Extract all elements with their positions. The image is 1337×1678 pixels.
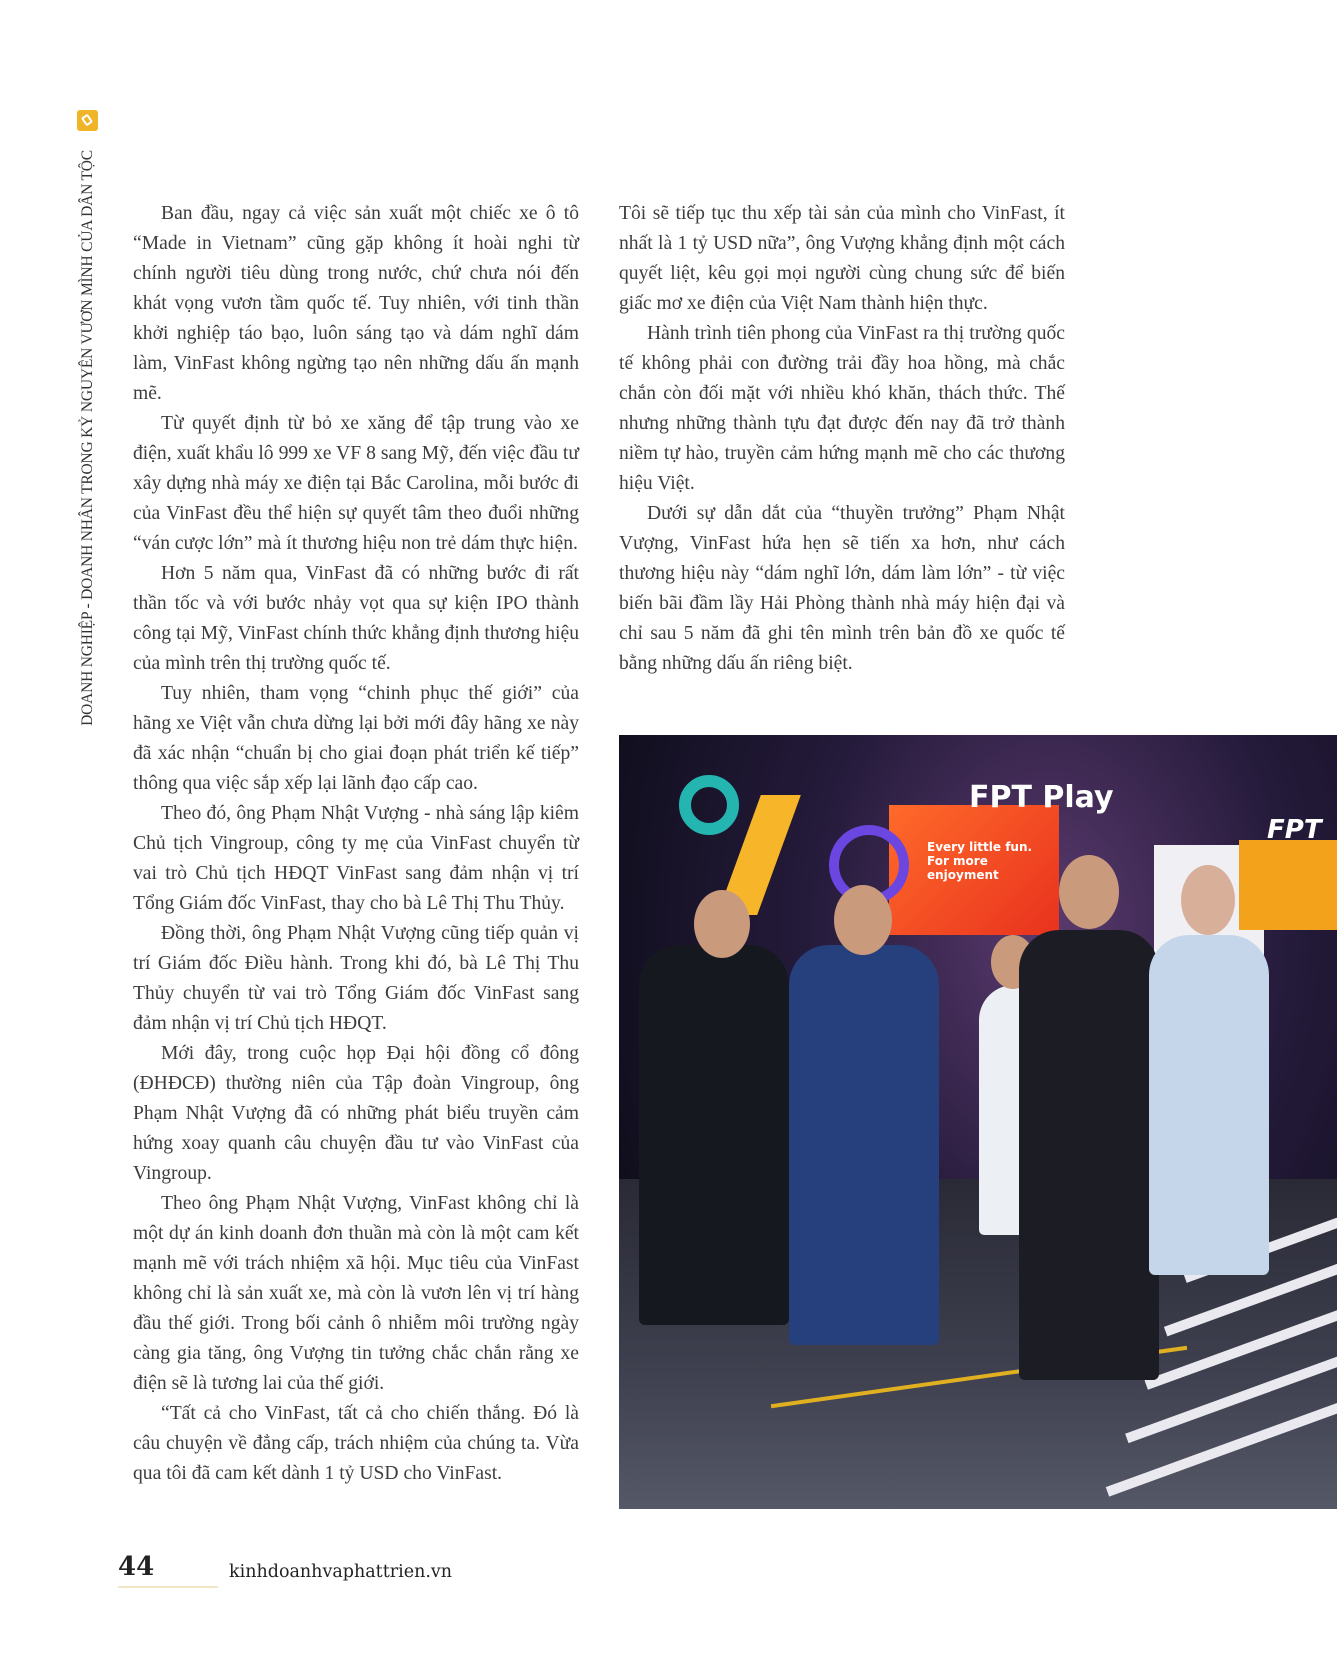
signage-tagline: Every little fun. For more enjoyment: [927, 840, 1033, 882]
paragraph: Tôi sẽ tiếp tục thu xếp tài sản của mình cho VinFast, ít nhất là 1 tỷ USD nữa”, ông Vượng khẳng định một cách quyết liệt, kêu gọi mọi người cùng chung sức để biến giấc mơ xe điện của Việt Nam thành hiện thực.: [619, 203, 1065, 314]
ring-decoration: [679, 775, 739, 835]
article-right-column: [619, 199, 1065, 679]
paragraph: Tuy nhiên, tham vọng “chinh phục thế giới” của hãng xe Việt vẫn chưa dừng lại bởi mới đây hãng xe này đã xác nhận “chuẩn bị cho giai đoạn phát triển kế tiếp” thông qua việc sắp xếp lại lãnh đạo cấp cao.: [133, 683, 579, 794]
person-head: [834, 885, 892, 955]
person: [639, 945, 789, 1325]
person: [789, 945, 939, 1345]
paragraph: “Tất cả cho VinFast, tất cả cho chiến thắng. Đó là câu chuyện về đẳng cấp, trách nhiệm của chúng ta. Vừa qua tôi đã cam kết dành 1 tỷ USD cho VinFast.: [133, 1403, 579, 1484]
website-url: kinhdoanhvaphattrien.vn: [229, 1562, 453, 1582]
page-number: 44: [118, 1552, 155, 1582]
person-head: [1181, 865, 1235, 935]
pen-nib-icon: [77, 110, 98, 131]
paragraph: Mới đây, trong cuộc họp Đại hội đồng cổ đông (ĐHĐCĐ) thường niên của Tập đoàn Vingroup, ông Phạm Nhật Vượng đã có những phát biểu truyền cảm hứng xoay quanh câu chuyện đầu tư vào VinFast của Vingroup.: [133, 1043, 579, 1184]
paragraph: Hơn 5 năm qua, VinFast đã có những bước đi rất thần tốc và với bước nhảy vọt qua sự kiện IPO thành công tại Mỹ, VinFast chính thức khẳng định thương hiệu của mình trên thị trường quốc tế.: [133, 563, 579, 674]
footer-divider: [118, 1586, 218, 1588]
person-head: [1059, 855, 1119, 929]
paragraph: Hành trình tiên phong của VinFast ra thị trường quốc tế không phải con đường trải đầy hoa hồng, mà chắc chắn còn đối mặt với nhiều khó khăn, thách thức. Thế nhưng những thành tựu đạt được đến nay đã trở thành niềm tự hào, truyền cảm hứng mạnh mẽ cho các thương hiệu Việt.: [619, 323, 1065, 494]
person: [1149, 935, 1269, 1275]
section-sidebar: [76, 140, 100, 736]
paragraph: Đồng thời, ông Phạm Nhật Vượng cũng tiếp quản vị trí Giám đốc Điều hành. Trong khi đó, bà Lê Thị Thu Thủy chuyển từ vai trò Tổng Giám đốc VinFast sang đảm nhận vị trí Chủ tịch HĐQT.: [133, 923, 579, 1034]
event-photo: [619, 735, 1337, 1509]
fpt-sign: FPT: [1267, 815, 1322, 845]
section-title: DOANH NGHIỆP - DOANH NHÂN TRONG KỶ NGUYÊN VƯƠN MÌNH CỦA DÂN TỘC: [79, 150, 96, 726]
signage-board: [1239, 840, 1337, 930]
paragraph: Dưới sự dẫn dắt của “thuyền trưởng” Phạm Nhật Vượng, VinFast hứa hẹn sẽ tiến xa hơn, như cách thương hiệu này “dám nghĩ lớn, dám làm lớn” - từ việc biến bãi đầm lầy Hải Phòng thành nhà máy hiện đại và chỉ sau 5 năm đã ghi tên mình trên bản đồ xe quốc tế bằng những dấu ấn riêng biệt.: [619, 503, 1065, 674]
fpt-play-sign: FPT Play: [969, 780, 1114, 815]
person: [1019, 930, 1159, 1380]
paragraph: Từ quyết định từ bỏ xe xăng để tập trung vào xe điện, xuất khẩu lô 999 xe VF 8 sang Mỹ, đến việc đầu tư xây dựng nhà máy xe điện tại Bắc Carolina, mỗi bước đi của VinFast đều thể hiện sự quyết tâm theo đuổi những “ván cược lớn” mà ít thương hiệu non trẻ dám thực hiện.: [133, 413, 579, 554]
person-head: [694, 890, 750, 958]
paragraph: Ban đầu, ngay cả việc sản xuất một chiếc xe ô tô “Made in Vietnam” cũng gặp không ít hoài nghi từ chính người tiêu dùng trong nước, chứ chưa nói đến khát vọng vươn tầm quốc tế. Tuy nhiên, với tinh thần khởi nghiệp táo bạo, luôn sáng tạo và dám nghĩ dám làm, VinFast không ngừng tạo nên những dấu ấn mạnh mẽ.: [133, 203, 579, 404]
paragraph: Theo ông Phạm Nhật Vượng, VinFast không chỉ là một dự án kinh doanh đơn thuần mà còn là một cam kết mạnh mẽ với trách nhiệm xã hội. Mục tiêu của VinFast không chỉ là sản xuất xe, mà còn là vươn lên vị trí hàng đầu thế giới. Trong bối cảnh ô nhiễm môi trường ngày càng gia tăng, ông Vượng tin tưởng chắc chắn rằng xe điện sẽ là tương lai của thế giới.: [133, 1193, 579, 1394]
paragraph: Theo đó, ông Phạm Nhật Vượng - nhà sáng lập kiêm Chủ tịch Vingroup, công ty mẹ của VinFast chuyển từ vai trò Chủ tịch HĐQT VinFast sang đảm nhận vị trí Tổng Giám đốc VinFast, thay cho bà Lê Thị Thu Thủy.: [133, 803, 579, 914]
article-left-column: [133, 199, 579, 1489]
